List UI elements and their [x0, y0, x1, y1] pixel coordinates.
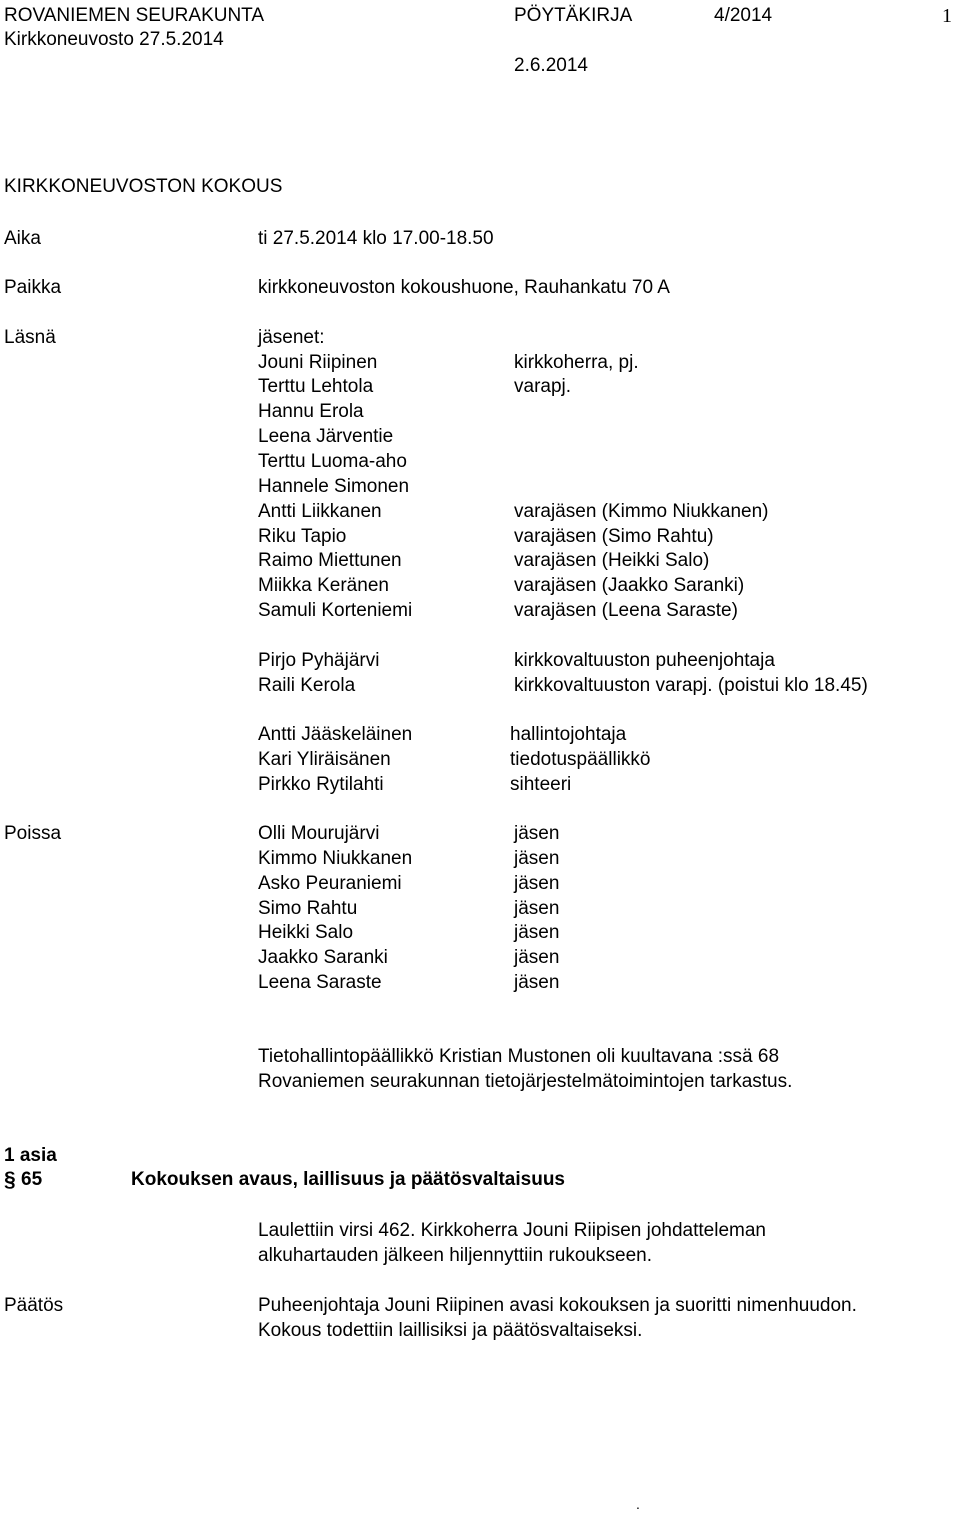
decision-line-1: Puheenjohtaja Jouni Riipinen avasi kokouksen ja suoritti nimenhuudon. [258, 1295, 857, 1316]
member-name: Raimo Miettunen [258, 550, 402, 571]
absent-name: Olli Mourujärvi [258, 823, 380, 844]
member-role: varajäsen (Heikki Salo) [514, 550, 710, 571]
member-role: varajäsen (Leena Saraste) [514, 600, 738, 621]
member-name: Jouni Riipinen [258, 352, 378, 373]
document-type: PÖYTÄKIRJA [514, 5, 633, 26]
poissa-label: Poissa [4, 823, 62, 844]
absent-role: jäsen [514, 823, 560, 844]
member-role: varajäsen (Jaakko Saranki) [514, 575, 745, 596]
member-role: varajäsen (Kimmo Niukkanen) [514, 501, 769, 522]
decision-label: Päätös [4, 1295, 64, 1316]
member-name: Terttu Lehtola [258, 376, 374, 397]
absent-role: jäsen [514, 922, 560, 943]
footer-mark: . [636, 1496, 640, 1512]
staff-name: Antti Jääskeläinen [258, 724, 413, 745]
member-name: Leena Järventie [258, 426, 394, 447]
section-mark: § [4, 1168, 16, 1191]
organization-name: ROVANIEMEN SEURAKUNTA [4, 5, 265, 26]
agenda-item-counter: 1 asia [4, 1145, 57, 1166]
council-name: Raili Kerola [258, 675, 356, 696]
council-role: kirkkovaltuuston varapj. (poistui klo 18.45) [514, 675, 868, 696]
staff-name: Pirkko Rytilahti [258, 774, 384, 795]
posted-date: 2.6.2014 [514, 55, 588, 76]
member-name: Antti Liikkanen [258, 501, 382, 522]
staff-role: hallintojohtaja [510, 724, 627, 745]
section-title: Kokouksen avaus, laillisuus ja päätösvaltaisuus [131, 1169, 566, 1190]
member-role: varapj. [514, 376, 572, 397]
paikka-value: kirkkoneuvoston kokoushuone, Rauhankatu 70 A [258, 277, 670, 298]
absent-role: jäsen [514, 873, 560, 894]
council-role: kirkkovaltuuston puheenjohtaja [514, 650, 775, 671]
absent-name: Jaakko Saranki [258, 947, 388, 968]
page-number: 1 [942, 5, 952, 27]
staff-name: Kari Yliräisänen [258, 749, 391, 770]
note-line-2: Rovaniemen seurakunnan tietojärjestelmätoimintojen tarkastus. [258, 1071, 793, 1092]
absent-name: Heikki Salo [258, 922, 354, 943]
aika-value: ti 27.5.2014 klo 17.00-18.50 [258, 228, 494, 249]
absent-role: jäsen [514, 848, 560, 869]
aika-label: Aika [4, 228, 41, 249]
note-line-1: Tietohallintopäällikkö Kristian Mustonen oli kuultavana :ssä 68 [258, 1046, 780, 1067]
absent-name: Simo Rahtu [258, 898, 358, 919]
member-name: Samuli Korteniemi [258, 600, 413, 621]
decision-line-2: Kokous todettiin laillisiksi ja päätösvaltaiseksi. [258, 1320, 643, 1341]
member-name: Miikka Keränen [258, 575, 389, 596]
absent-role: jäsen [514, 898, 560, 919]
member-name: Hannu Erola [258, 401, 364, 422]
members-heading: jäsenet: [258, 327, 325, 348]
meeting-title: KIRKKONEUVOSTON KOKOUS [4, 176, 283, 197]
member-name: Hannele Simonen [258, 476, 410, 497]
section-body-line-1: Laulettiin virsi 462. Kirkkoherra Jouni Riipisen johdatteleman [258, 1220, 766, 1241]
absent-name: Asko Peuraniemi [258, 873, 402, 894]
section-number: 65 [21, 1169, 43, 1190]
paikka-label: Paikka [4, 277, 62, 298]
lasna-label: Läsnä [4, 327, 56, 348]
council-name: Pirjo Pyhäjärvi [258, 650, 380, 671]
meeting-body-date: Kirkkoneuvosto 27.5.2014 [4, 29, 224, 50]
absent-role: jäsen [514, 972, 560, 993]
member-name: Terttu Luoma-aho [258, 451, 407, 472]
staff-role: tiedotuspäällikkö [510, 749, 651, 770]
document-number: 4/2014 [714, 5, 773, 26]
section-body-line-2: alkuhartauden jälkeen hiljennyttiin rukoukseen. [258, 1245, 652, 1266]
absent-name: Kimmo Niukkanen [258, 848, 413, 869]
staff-role: sihteeri [510, 774, 572, 795]
member-role: varajäsen (Simo Rahtu) [514, 526, 714, 547]
member-name: Riku Tapio [258, 526, 347, 547]
absent-name: Leena Saraste [258, 972, 382, 993]
absent-role: jäsen [514, 947, 560, 968]
member-role: kirkkoherra, pj. [514, 352, 639, 373]
